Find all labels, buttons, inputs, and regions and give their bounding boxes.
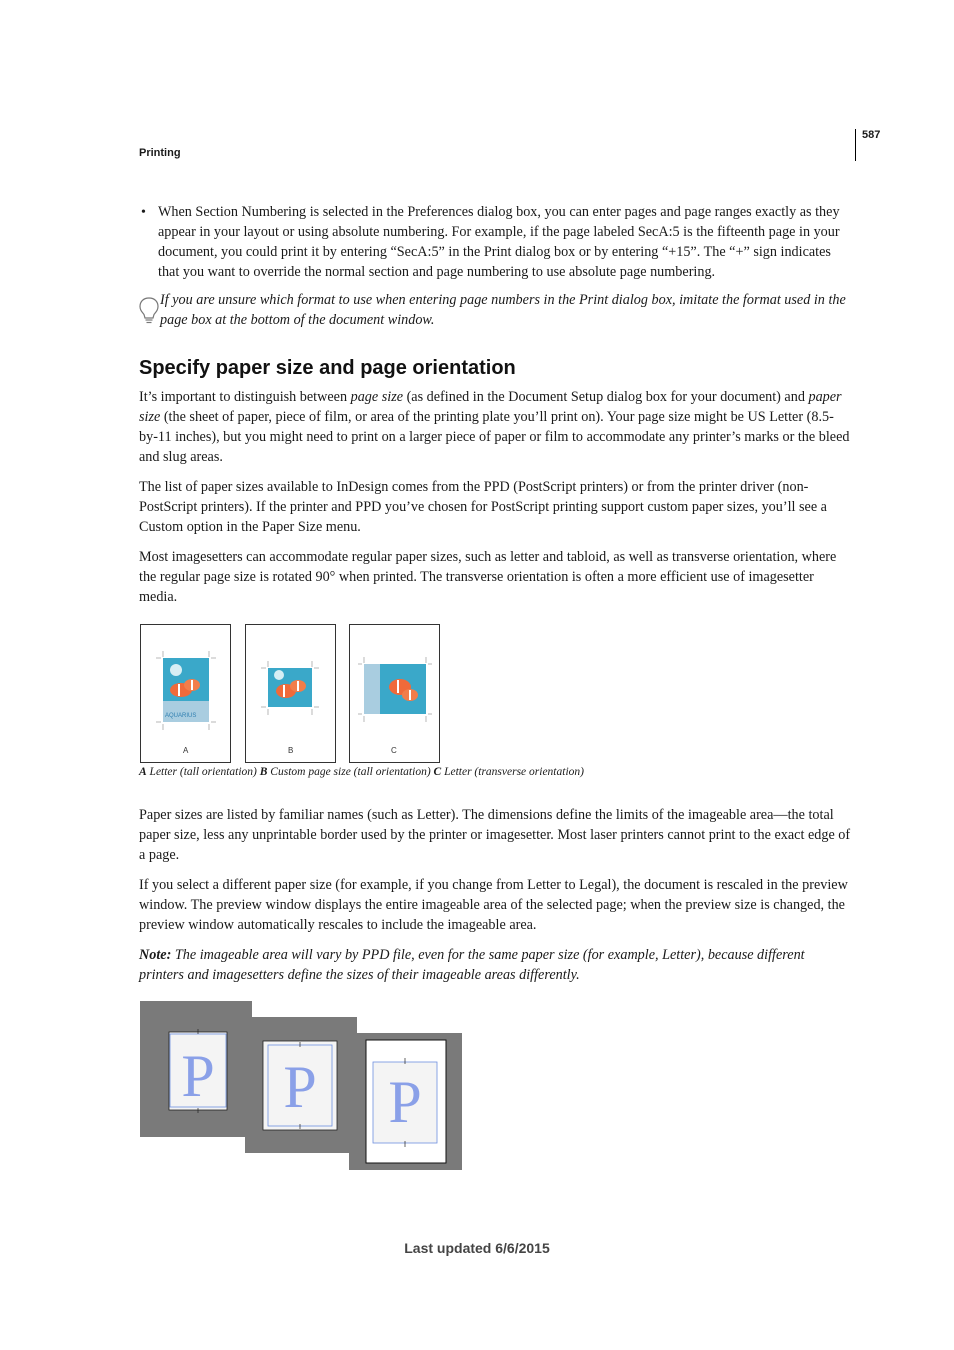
note-text: The imageable area will vary by PPD file, even for the same paper size (for example, Letter), because different printers and imagesetters define the sizes of their imageable areas differently. <box>139 947 805 983</box>
artwork-title: AQUARIUS <box>165 713 197 719</box>
figure-label-a: A <box>183 746 189 755</box>
page-box-letter-transverse <box>349 624 440 763</box>
aquarium-artwork-transverse <box>350 625 439 762</box>
figure-caption <box>139 766 584 778</box>
preview-glyph: P <box>283 1054 317 1120</box>
paragraph-rescale-preview: If you select a different paper size (for example, if you change from Letter to Legal), the document is rescaled in the preview window. The preview window displays the entire imageable area of the selected page; when the preview size is changed, the preview window automatically rescales to include the imageable area. <box>139 877 848 933</box>
note <box>139 945 851 985</box>
figure-label-b: B <box>288 746 294 755</box>
caption-key-c: C <box>433 766 442 778</box>
caption-text-c: Letter (transverse orientation) <box>441 766 584 778</box>
caption-key-b: B <box>259 766 268 778</box>
paragraph-imagesetters: Most imagesetters can accommodate regular paper sizes, such as letter and tabloid, as well as transverse orientation, where the regular page size is rotated 90° when printed. The transverse orientation is often a more efficient use of imagesetter media. <box>139 549 837 605</box>
caption-key-a: A <box>139 766 147 778</box>
paragraph-paper-size-list: The list of paper sizes available to InDesign comes from the PPD (PostScript printers) or from the printer driver (non-PostScript printers). If the printer and PPD you’ve chosen for PostScript printing support custom paper sizes, you’ll see a Custom option in the Paper Size menu. <box>139 479 827 535</box>
imageable-area-figure <box>140 1000 464 1172</box>
note-label: Note: <box>139 947 172 963</box>
caption-text-b: Custom page size (tall orientation) <box>267 766 434 778</box>
lightbulb-icon <box>138 296 160 326</box>
paragraph-text: (as defined in the Document Setup dialog box for your document) and <box>403 389 809 405</box>
paragraph-imageable-area: Paper sizes are listed by familiar names (such as Letter). The dimensions define the limits of the imageable area—the total paper size, less any unprintable border used by the printer or imagesetter. Most laser printers cannot print to the exact edge of a page. <box>139 807 851 863</box>
bullet-marker: • <box>141 205 146 220</box>
section-heading: Specify paper size and page orientation <box>139 357 516 379</box>
page-box-letter-tall <box>140 624 231 763</box>
page-box-custom-tall <box>245 624 336 763</box>
page-number: 587 <box>862 129 881 141</box>
header-divider <box>855 129 856 161</box>
footer-last-updated: Last updated 6/6/2015 <box>404 1240 550 1256</box>
emphasis-paper-size: paper size <box>139 389 842 425</box>
preview-glyph: P <box>388 1069 422 1135</box>
preview-glyph: P <box>181 1043 215 1109</box>
figure-label-c: C <box>391 746 397 755</box>
tip-text: If you are unsure which format to use when entering page numbers in the Print dialog box, imitate the format used in the page box at the bottom of the document window. <box>160 292 846 328</box>
aquarium-artwork-tall <box>141 625 230 762</box>
bullet-text: When Section Numbering is selected in the Preferences dialog box, you can enter pages and page ranges exactly as they appear in your layout or using absolute numbering. For example, if the page labeled SecA:5 is the fifteenth page in your document, you could print it by entering “SecA:5” in the Print dialog box or by entering “+15”. The “+” sign indicates that you want to override the normal section and page numbering to use absolute page numbering. <box>158 204 840 280</box>
paragraph-text: (the sheet of paper, piece of film, or area of the printing plate you’ll print on). Your page size might be US Letter (8.5-by-11 inches), but you might need to print on a larger piece of paper or film to accommodate any printer’s marks or the bleed and slug areas. <box>139 409 850 465</box>
aquarium-artwork-custom <box>246 625 335 762</box>
paragraph-text: It’s important to distinguish between <box>139 389 351 405</box>
caption-text-a: Letter (tall orientation) <box>146 766 260 778</box>
paragraph-page-vs-paper-size <box>139 387 851 467</box>
running-head: Printing <box>139 147 181 159</box>
emphasis-page-size: page size <box>350 389 404 405</box>
